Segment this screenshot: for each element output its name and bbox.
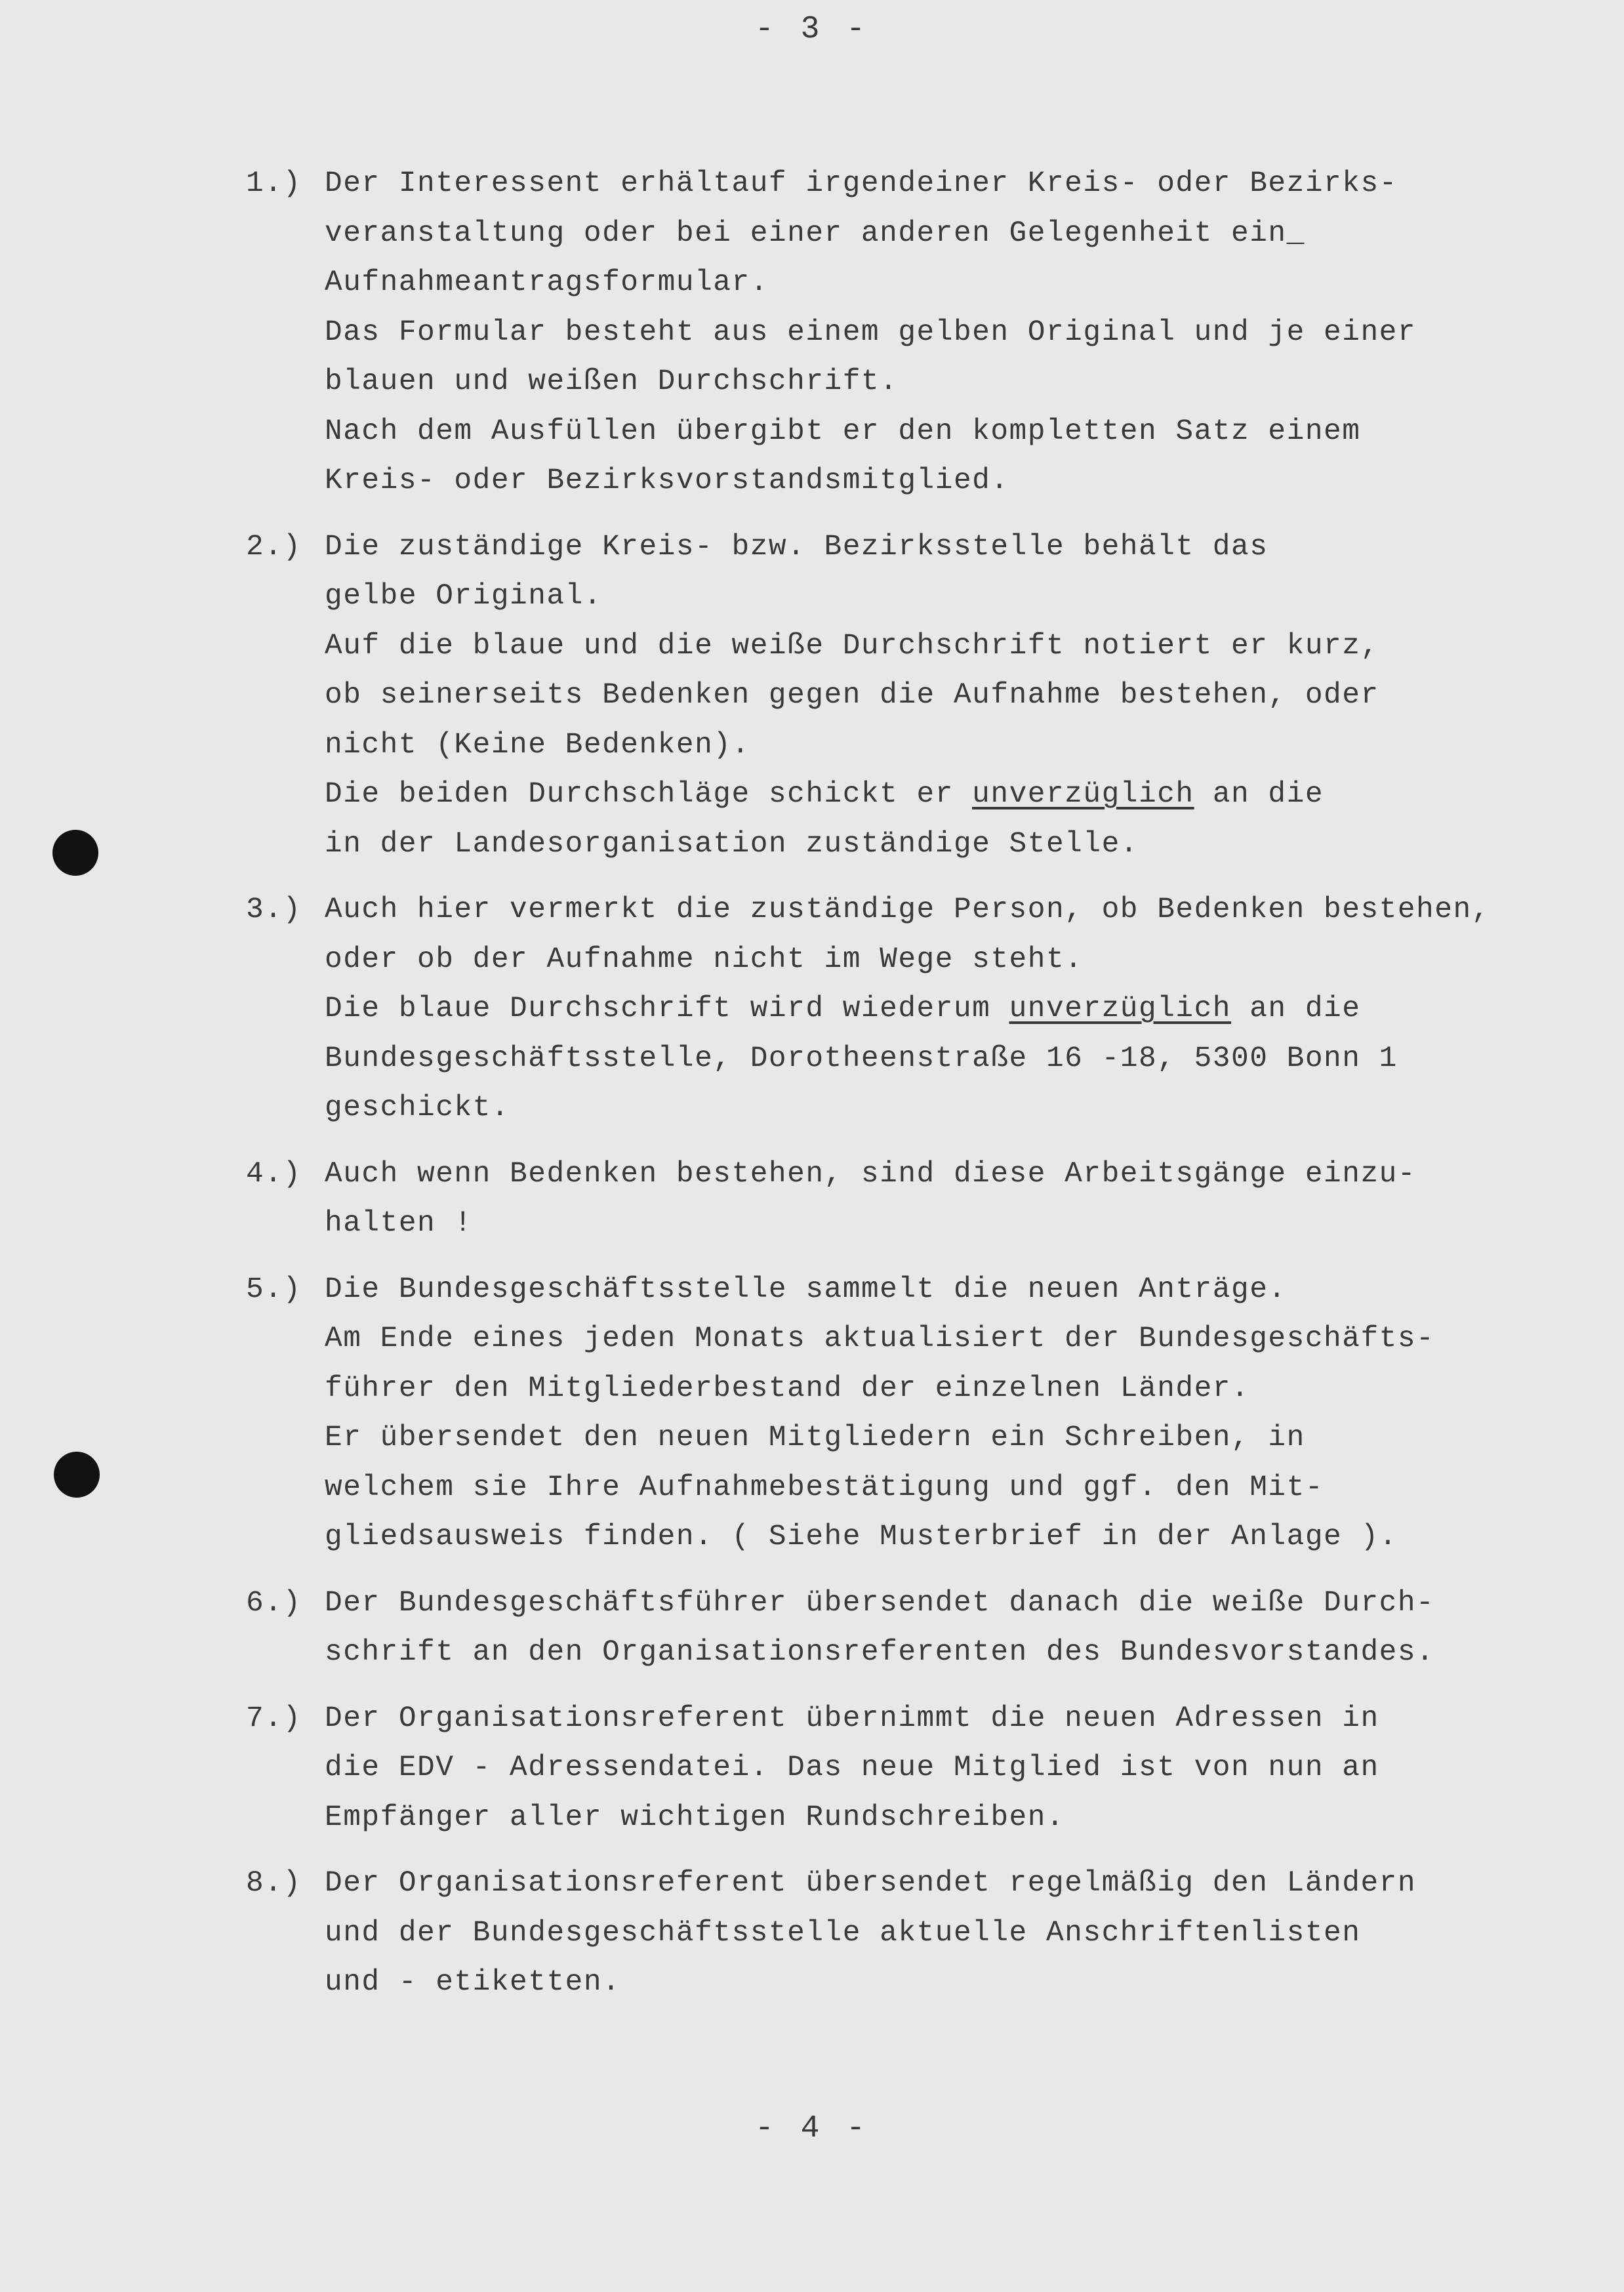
text-segment: an die	[1231, 993, 1361, 1025]
list-item-text	[325, 523, 1597, 870]
text-line: Bundesgeschäftsstelle, Dorotheenstraße 16 -18, 5300 Bonn 1	[325, 1042, 1398, 1075]
list-item	[246, 886, 1597, 1134]
underlined-emphasis: unverzüglich	[1009, 993, 1232, 1025]
text-line	[325, 985, 1597, 1034]
list-item-text	[325, 1150, 1597, 1249]
text-line: die EDV - Adressendatei. Das neue Mitglied ist von nun an	[325, 1751, 1379, 1784]
list-item-number: 3.)	[246, 893, 302, 926]
text-line: oder ob der Aufnahme nicht im Wege steht.	[325, 943, 1084, 976]
list-item	[246, 1694, 1597, 1843]
list-item-number: 7.)	[246, 1702, 302, 1735]
list-item	[246, 523, 1597, 870]
text-line: Am Ende eines jeden Monats aktualisiert der Bundesgeschäfts-	[325, 1322, 1435, 1355]
list-item-text	[325, 1694, 1597, 1843]
text-line: und der Bundesgeschäftsstelle aktuelle Anschriftenlisten	[325, 1916, 1361, 1950]
list-item-number: 4.)	[246, 1157, 302, 1191]
text-line: schrift an den Organisationsreferenten des Bundesvorstandes.	[325, 1636, 1435, 1669]
text-line: Kreis- oder Bezirksvorstandsmitglied.	[325, 464, 1009, 497]
underlined-emphasis: unverzüglich	[972, 778, 1194, 811]
text-line: nicht (Keine Bedenken).	[325, 728, 750, 762]
list-item-number: 5.)	[246, 1273, 302, 1306]
text-line: Der Bundesgeschäftsführer übersendet danach die weiße Durch-	[325, 1586, 1435, 1620]
next-page-indicator: - 4 -	[754, 2111, 870, 2146]
list-item	[246, 1859, 1597, 2008]
text-line: in der Landesorganisation zuständige Stelle.	[325, 827, 1139, 861]
punch-hole	[54, 1452, 100, 1498]
numbered-list	[246, 159, 1597, 2024]
text-segment: Die blaue Durchschrift wird wiederum	[325, 993, 1009, 1025]
list-item	[246, 1265, 1597, 1563]
text-segment: Die beiden Durchschläge schickt er	[325, 778, 973, 811]
punch-hole	[52, 830, 98, 876]
list-item	[246, 159, 1597, 506]
text-line: Die zuständige Kreis- bzw. Bezirksstelle behält das	[325, 530, 1269, 563]
list-item	[246, 1579, 1597, 1678]
text-line: Er übersendet den neuen Mitgliedern ein Schreiben, in	[325, 1422, 1305, 1454]
list-item-number: 1.)	[246, 167, 302, 200]
text-line: Auch wenn Bedenken bestehen, sind diese Arbeitsgänge einzu-	[325, 1157, 1417, 1191]
list-item-text	[325, 1265, 1597, 1563]
list-item-number: 6.)	[246, 1586, 302, 1620]
text-line	[325, 770, 1597, 820]
text-line: Der Interessent erhältauf irgendeiner Kreis- oder Bezirks-	[325, 167, 1398, 200]
list-item-text	[325, 1859, 1597, 2008]
text-line: Auf die blaue und die weiße Durchschrift notiert er kurz,	[325, 629, 1379, 663]
text-line: führer den Mitgliederbestand der einzelnen Länder.	[325, 1372, 1250, 1405]
text-line: gliedsausweis finden. ( Siehe Musterbrief in der Anlage ).	[325, 1521, 1398, 1553]
list-item-text	[325, 159, 1597, 506]
text-line: Empfänger aller wichtigen Rundschreiben.	[325, 1801, 1065, 1834]
list-item-number: 2.)	[246, 530, 302, 563]
list-item-text	[325, 1579, 1597, 1678]
list-item	[246, 1150, 1597, 1249]
text-line: Die Bundesgeschäftsstelle sammelt die neuen Anträge.	[325, 1273, 1287, 1306]
list-item-number: 8.)	[246, 1867, 302, 1900]
text-segment: an die	[1194, 778, 1324, 811]
text-line: Das Formular besteht aus einem gelben Original und je einer	[325, 316, 1417, 349]
text-line: Nach dem Ausfüllen übergibt er den kompletten Satz einem	[325, 415, 1361, 448]
text-line: geschickt.	[325, 1092, 510, 1124]
text-line: Der Organisationsreferent übersendet regelmäßig den Ländern	[325, 1867, 1417, 1900]
text-line: Auch hier vermerkt die zuständige Person, ob Bedenken bestehen,	[325, 893, 1490, 926]
text-line: halten !	[325, 1207, 473, 1240]
text-line: ob seinerseits Bedenken gegen die Aufnahme bestehen, oder	[325, 679, 1379, 712]
list-item-text	[325, 886, 1597, 1134]
text-line: veranstaltung oder bei einer anderen Gelegenheit ein_	[325, 216, 1305, 250]
text-line: gelbe Original.	[325, 580, 603, 613]
text-line: welchem sie Ihre Aufnahmebestätigung und ggf. den Mit-	[325, 1471, 1324, 1504]
text-line: Der Organisationsreferent übernimmt die neuen Adressen in	[325, 1702, 1379, 1735]
text-line: und - etiketten.	[325, 1966, 621, 1999]
text-line: blauen und weißen Durchschrift.	[325, 365, 899, 398]
text-line: Aufnahmeantragsformular.	[325, 266, 769, 299]
page-number: - 3 -	[754, 12, 870, 47]
